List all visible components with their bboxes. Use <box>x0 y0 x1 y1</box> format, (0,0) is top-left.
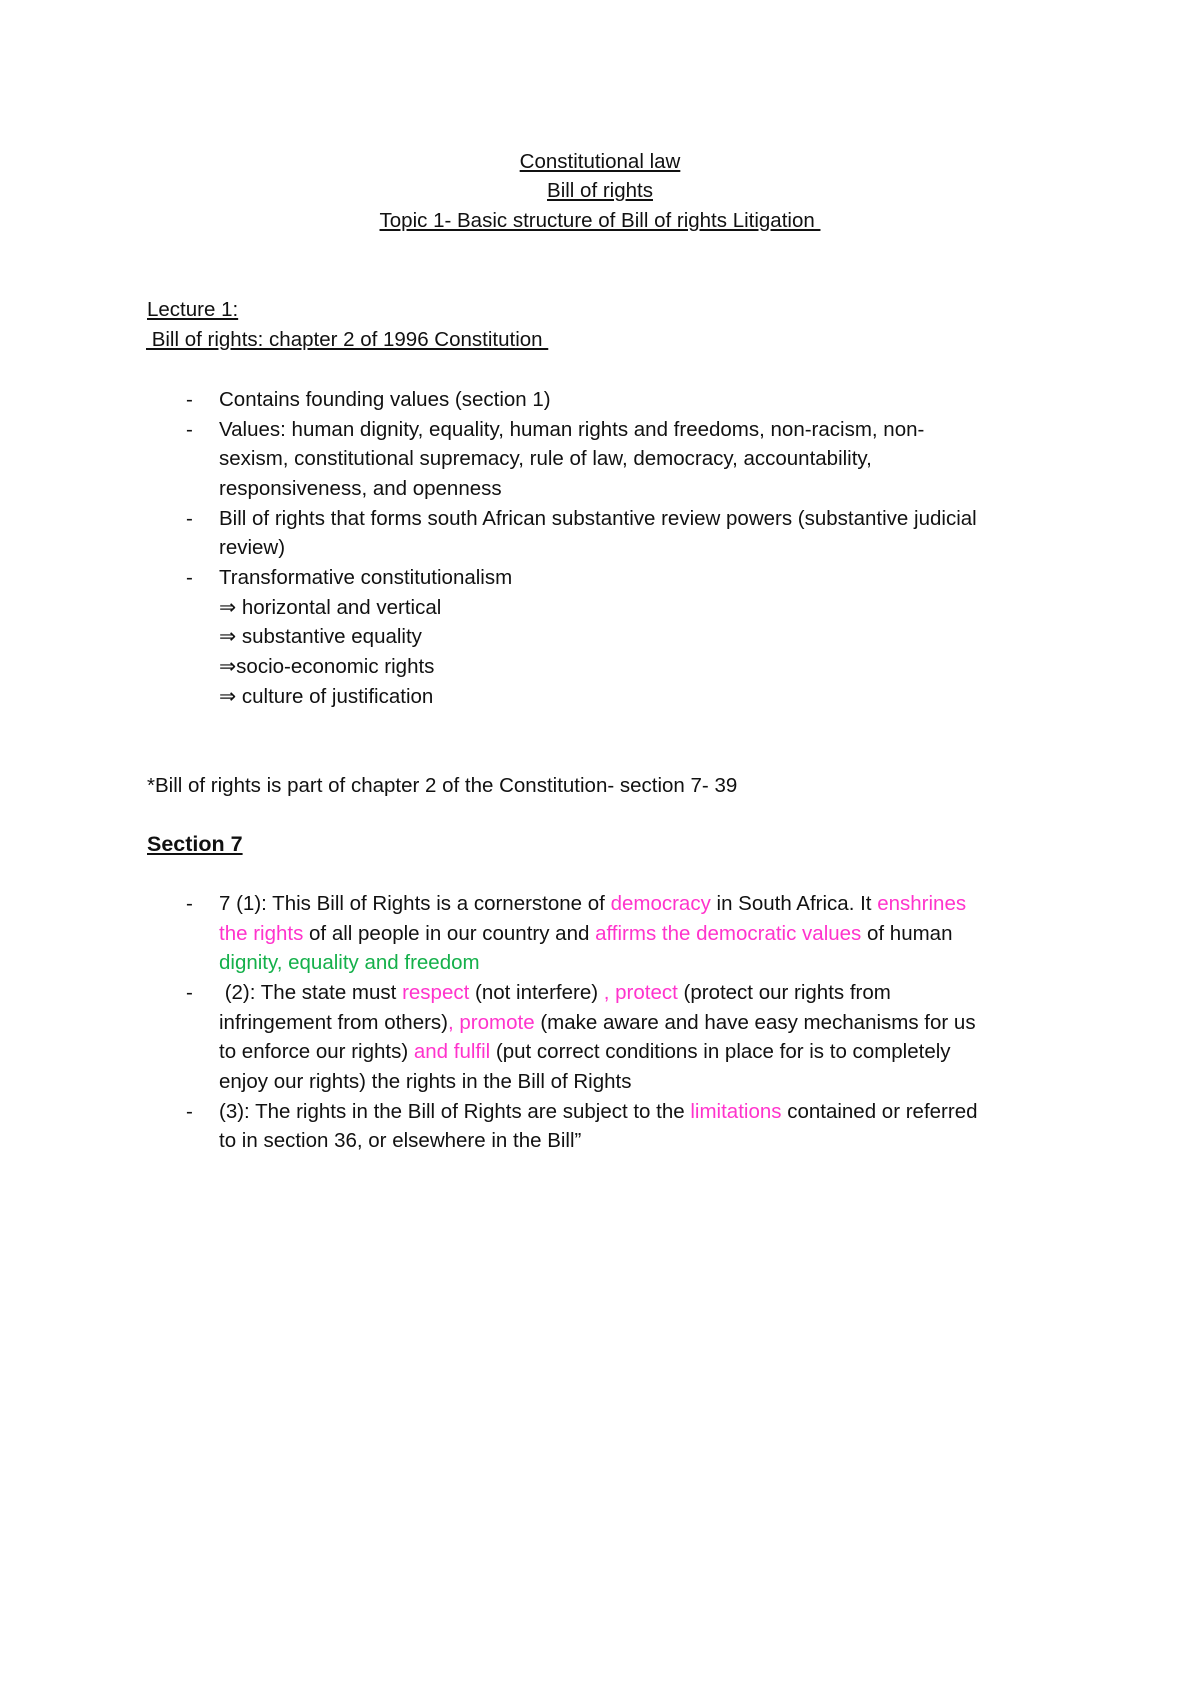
highlight-limitations: limitations <box>690 1100 782 1123</box>
bullet-values-line-3: responsiveness, and openness <box>219 477 502 500</box>
section-7-3-line-2: to in section 36, or elsewhere in the Bill” <box>219 1129 582 1152</box>
highlight-fulfil: and fulfil <box>413 1040 491 1063</box>
subject-title: Bill of rights <box>547 179 653 202</box>
highlight-respect: respect <box>402 981 470 1004</box>
bullet-review-line-1: Bill of rights that forms south African substantive review powers (substantive judicial <box>219 507 977 530</box>
bullet-dash: - <box>186 566 193 589</box>
section-7-heading: Section 7 <box>147 832 243 856</box>
sub-item-substantive-equality: ⇒ substantive equality <box>219 625 422 648</box>
bullet-values-line-1: Values: human dignity, equality, human rights and freedoms, non-racism, non- <box>219 418 925 441</box>
highlight-enshrines: enshrines <box>877 892 967 915</box>
bullet-dash: - <box>186 892 193 915</box>
sub-item-socio-economic: ⇒socio-economic rights <box>219 655 435 678</box>
bullet-dash: - <box>186 981 193 1004</box>
chapter-note: *Bill of rights is part of chapter 2 of the Constitution- section 7- 39 <box>147 774 738 797</box>
section-7-3-line-1: (3): The rights in the Bill of Rights are subject to the limitations contained or referred <box>219 1100 978 1123</box>
highlight-democracy: democracy <box>610 892 711 915</box>
bullet-review-line-2: review) <box>219 536 286 559</box>
section-7-2-line-3: to enforce our rights) and fulfil (put correct conditions in place for is to completely <box>219 1040 951 1063</box>
bullet-founding-values: Contains founding values (section 1) <box>219 388 551 411</box>
course-title: Constitutional law <box>519 150 681 173</box>
lecture-heading: Lecture 1: <box>147 298 239 321</box>
highlight-promote: , promote <box>448 1011 535 1034</box>
topic-title: Topic 1- Basic structure of Bill of rights Litigation <box>379 209 821 232</box>
highlight-affirms: affirms the democratic values <box>595 922 862 945</box>
highlight-protect: , protect <box>603 981 678 1004</box>
bullet-dash: - <box>186 507 193 530</box>
highlight-dignity-equality-freedom: dignity, equality and freedom <box>219 951 480 974</box>
sub-item-justification: ⇒ culture of justification <box>219 685 434 708</box>
bullet-dash: - <box>186 388 193 411</box>
section-7-2-line-2: infringement from others), promote (make aware and have easy mechanisms for us <box>219 1011 976 1034</box>
lecture-subheading: Bill of rights: chapter 2 of 1996 Constitution <box>146 328 549 351</box>
section-7-2-line-4: enjoy our rights) the rights in the Bill of Rights <box>219 1070 632 1093</box>
bullet-dash: - <box>186 1100 193 1123</box>
section-7-1-line-2: the rights of all people in our country and affirms the democratic values of human <box>219 922 953 945</box>
section-7-1-line-1: 7 (1): This Bill of Rights is a cornerstone of democracy in South Africa. It enshrines <box>219 892 967 915</box>
bullet-values-line-2: sexism, constitutional supremacy, rule of law, democracy, accountability, <box>219 447 872 470</box>
bullet-dash: - <box>186 418 193 441</box>
highlight-the-rights: the rights <box>219 922 304 945</box>
sub-item-horizontal: ⇒ horizontal and vertical <box>219 596 442 619</box>
bullet-transformative: Transformative constitutionalism <box>219 566 513 589</box>
section-7-2-line-1: (2): The state must respect (not interfere) , protect (protect our rights from <box>219 981 891 1004</box>
